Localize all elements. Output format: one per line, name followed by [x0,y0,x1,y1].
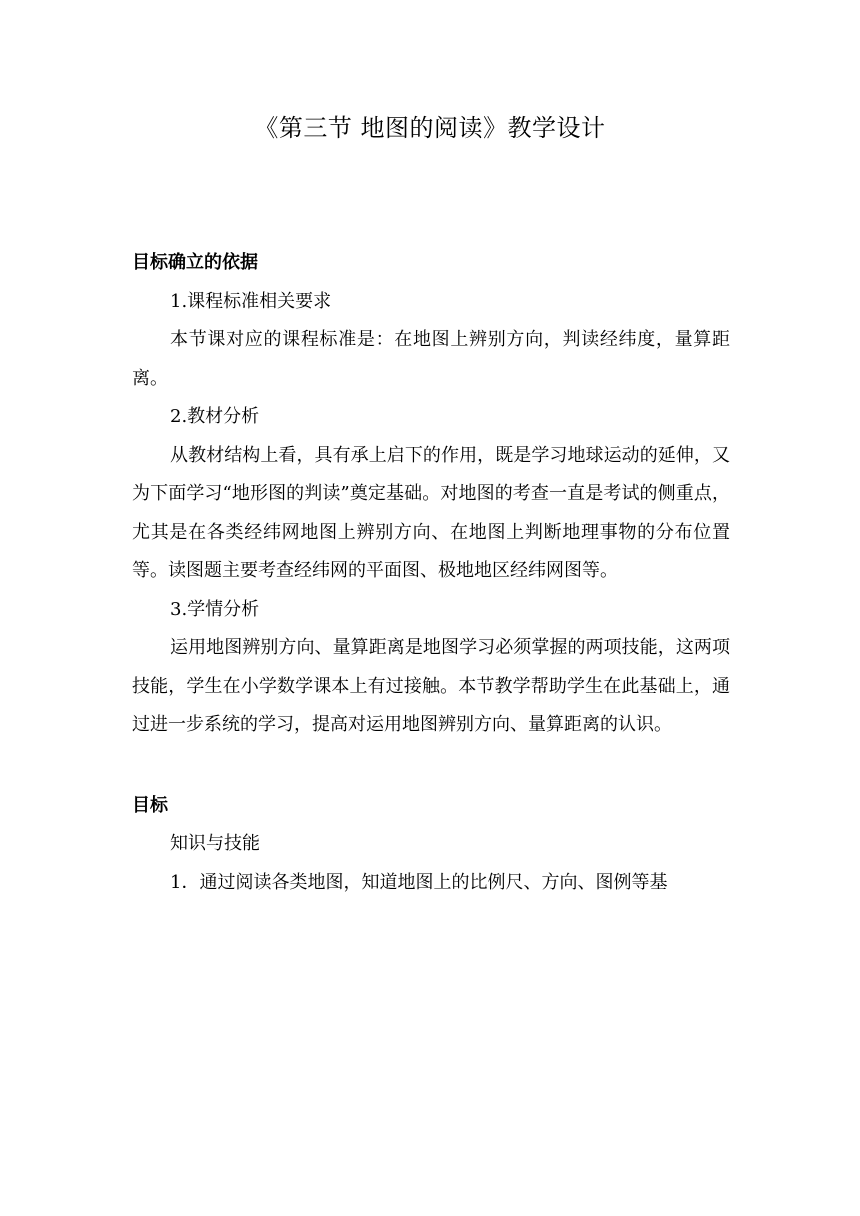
subheading-student-analysis: 3.学情分析 [170,598,260,620]
paragraph-student-analysis: 运用地图辨别方向、量算距离是地图学习必须掌握的两项技能，这两项技能，学生在小学数学课本上有过接触。本节教学帮助学生在此基础上，通过进一步系统的学习，提高对运用地图辨别方向、量算距离的认识。 [132,637,730,735]
section-spacer [132,745,730,787]
subheading-curriculum-standards: 1.课程标准相关要求 [170,290,332,312]
subheading-knowledge-skills: 知识与技能 [170,833,260,854]
subheading-textbook-analysis: 2.教材分析 [170,406,260,427]
paragraph-textbook-analysis: 从教材结构上看，具有承上启下的作用，既是学习地球运动的延伸，又为下面学习“地形图的判读”奠定基础。对地图的考查一直是考试的侧重点，尤其是在各类经纬网地图上辨别方向、在地图上判断地理事物的分布位置等。读图题主要考查经纬网的平面图、极地地区经纬网图等。 [132,444,730,581]
paragraph-curriculum-standards: 本节课对应的课程标准是：在地图上辨别方向，判读经纬度，量算距离。 [132,329,730,389]
document-title: 《第三节 地图的阅读》教学设计 [254,114,606,142]
section-heading-basis: 目标确立的依据 [132,252,258,273]
document-body [132,244,730,902]
section-heading-objectives: 目标 [132,794,168,816]
paragraph-objective-item-1: 1．通过阅读各类地图，知道地图上的比例尺、方向、图例等基 [170,871,668,893]
